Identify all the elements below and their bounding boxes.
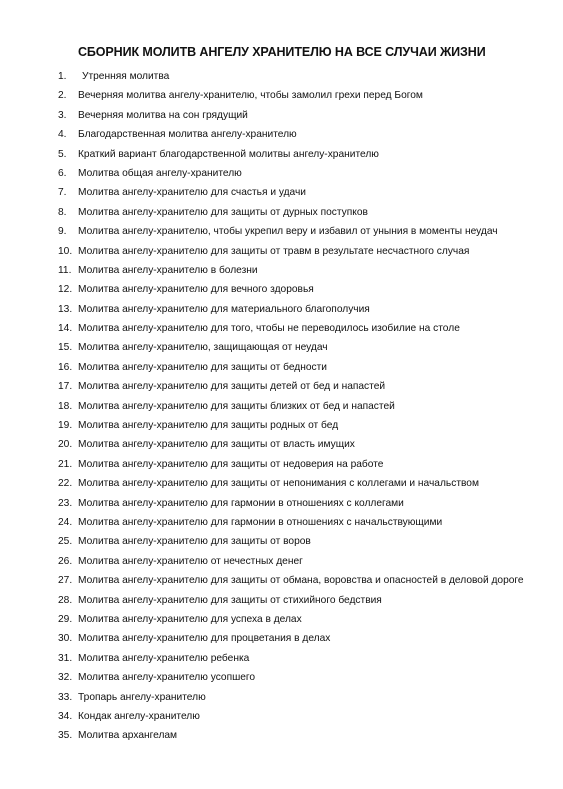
list-item-number: 13. (58, 303, 73, 315)
prayer-list (58, 70, 553, 749)
list-item-number: 17. (58, 381, 73, 393)
list-item (58, 458, 553, 477)
list-item-text: Молитва ангелу-хранителю, чтобы укрепил веру и избавил от уныния в моменты неудач (78, 226, 498, 238)
list-item-text: Молитва ангелу-хранителю для защиты от воров (78, 536, 311, 548)
list-item (58, 438, 553, 457)
list-item (58, 555, 553, 574)
list-item-number: 20. (58, 439, 73, 451)
list-item-number: 32. (58, 672, 73, 684)
list-item-number: 15. (58, 342, 73, 354)
list-item-number: 24. (58, 516, 73, 528)
list-item (58, 303, 553, 322)
list-item-text: Молитва ангелу-хранителю для защиты от непонимания с коллегами и начальством (78, 478, 479, 490)
list-item-number: 22. (58, 478, 73, 490)
list-item (58, 89, 553, 108)
list-item-number: 9. (58, 226, 67, 238)
list-item (58, 419, 553, 438)
list-item (58, 535, 553, 554)
list-item (58, 380, 553, 399)
list-item-text: Молитва ангелу-хранителю для вечного здоровья (78, 284, 314, 296)
list-item (58, 361, 553, 380)
list-item (58, 594, 553, 613)
list-item-text: Молитва ангелу-хранителю для материального благополучия (78, 303, 370, 315)
list-item-text: Молитва общая ангелу-хранителю (78, 167, 242, 179)
list-item-number: 6. (58, 167, 67, 179)
list-item-number: 8. (58, 206, 67, 218)
list-item-text: Молитва ангелу-хранителю, защищающая от неудач (78, 342, 328, 354)
list-item (58, 109, 553, 128)
list-item-text: Тропарь ангелу-хранителю (78, 691, 206, 703)
list-item (58, 613, 553, 632)
list-item-number: 25. (58, 536, 73, 548)
list-item (58, 574, 553, 593)
list-item (58, 322, 553, 341)
list-item-text: Вечерняя молитва на сон грядущий (78, 109, 248, 121)
list-item (58, 632, 553, 651)
list-item-number: 30. (58, 633, 73, 645)
list-item-text: Молитва ангелу-хранителю для защиты от стихийного бедствия (78, 594, 382, 606)
list-item-text: Молитва ангелу-хранителю в болезни (78, 264, 258, 276)
list-item-number: 35. (58, 730, 73, 742)
list-item-text: Молитва ангелу-хранителю для защиты детей от бед и напастей (78, 381, 386, 393)
list-item-text: Молитва архангелам (78, 730, 178, 742)
list-item (58, 283, 553, 302)
list-item-number: 7. (58, 187, 67, 199)
list-item (58, 245, 553, 264)
list-item-number: 4. (58, 129, 67, 141)
list-item (58, 264, 553, 283)
list-item-number: 23. (58, 497, 73, 509)
list-item-text: Молитва ангелу-хранителю для защиты близких от бед и напастей (78, 400, 395, 412)
list-item-text: Молитва ангелу-хранителю для процветания в делах (78, 633, 331, 645)
list-item (58, 225, 553, 244)
list-item-number: 3. (58, 109, 67, 121)
list-item-text: Молитва ангелу-хранителю для защиты от обмана, воровства и опасностей в деловой дороге (78, 575, 524, 587)
list-item-text: Вечерняя молитва ангелу-хранителю, чтобы замолил грехи перед Богом (78, 90, 423, 102)
list-item-text: Утренняя молитва (82, 71, 170, 82)
list-item (58, 497, 553, 516)
list-item-number: 19. (58, 420, 73, 432)
list-item (58, 477, 553, 496)
list-item-text: Молитва ангелу-хранителю для защиты от недоверия на работе (78, 458, 384, 470)
document-title: СБОРНИК МОЛИТВ АНГЕЛУ ХРАНИТЕЛЮ НА ВСЕ СЛУЧАИ ЖИЗНИ (78, 45, 486, 59)
list-item-text: Молитва ангелу-хранителю от нечестных денег (78, 555, 303, 567)
list-item-text: Краткий вариант благодарственной молитвы ангелу-хранителю (78, 148, 379, 160)
list-item-number: 18. (58, 400, 73, 412)
list-item-text: Молитва ангелу-хранителю усопшего (78, 672, 256, 684)
list-item (58, 729, 553, 748)
list-item-text: Молитва ангелу-хранителю для успеха в делах (78, 613, 302, 625)
list-item-text: Молитва ангелу-хранителю ребенка (78, 652, 250, 664)
list-item-text: Молитва ангелу-хранителю для счастья и удачи (78, 187, 306, 199)
list-item-number: 1. (58, 71, 67, 82)
list-item-text: Благодарственная молитва ангелу-хранителю (78, 129, 297, 141)
list-item (58, 167, 553, 186)
list-item-number: 26. (58, 555, 73, 567)
list-item (58, 206, 553, 225)
list-item-number: 11. (58, 264, 72, 276)
list-item-text: Молитва ангелу-хранителю для защиты от власть имущих (78, 439, 355, 451)
list-item-text: Молитва ангелу-хранителю для защиты от травм в результате несчастного случая (78, 245, 470, 257)
list-item (58, 710, 553, 729)
list-item (58, 400, 553, 419)
list-item-text: Молитва ангелу-хранителю для защиты от дурных поступков (78, 206, 368, 218)
list-item (58, 691, 553, 710)
list-item (58, 516, 553, 535)
list-item-text: Молитва ангелу-хранителю для защиты от бедности (78, 361, 327, 373)
list-item-number: 34. (58, 710, 73, 722)
list-item (58, 148, 553, 167)
list-item (58, 671, 553, 690)
list-item-number: 2. (58, 90, 67, 102)
list-item-number: 29. (58, 613, 73, 625)
list-item-number: 28. (58, 594, 73, 606)
list-item-number: 16. (58, 361, 73, 373)
list-item-number: 33. (58, 691, 73, 703)
list-item-number: 31. (58, 652, 73, 664)
list-item (58, 341, 553, 360)
list-item (58, 70, 553, 89)
list-item-text: Кондак ангелу-хранителю (78, 710, 200, 722)
list-item-text: Молитва ангелу-хранителю для гармонии в отношениях с коллегами (78, 497, 404, 509)
list-item-number: 12. (58, 284, 73, 296)
list-item-text: Молитва ангелу-хранителю для того, чтобы не переводилось изобилие на столе (78, 323, 460, 335)
list-item (58, 186, 553, 205)
list-item (58, 128, 553, 147)
list-item-number: 10. (58, 245, 73, 257)
list-item (58, 652, 553, 671)
list-item-number: 21. (58, 458, 73, 470)
list-item-text: Молитва ангелу-хранителю для гармонии в отношениях с начальствующими (78, 516, 443, 528)
list-item-number: 14. (58, 323, 73, 335)
list-item-number: 5. (58, 148, 67, 160)
list-item-text: Молитва ангелу-хранителю для защиты родных от бед (78, 420, 339, 432)
list-item-number: 27. (58, 575, 73, 587)
